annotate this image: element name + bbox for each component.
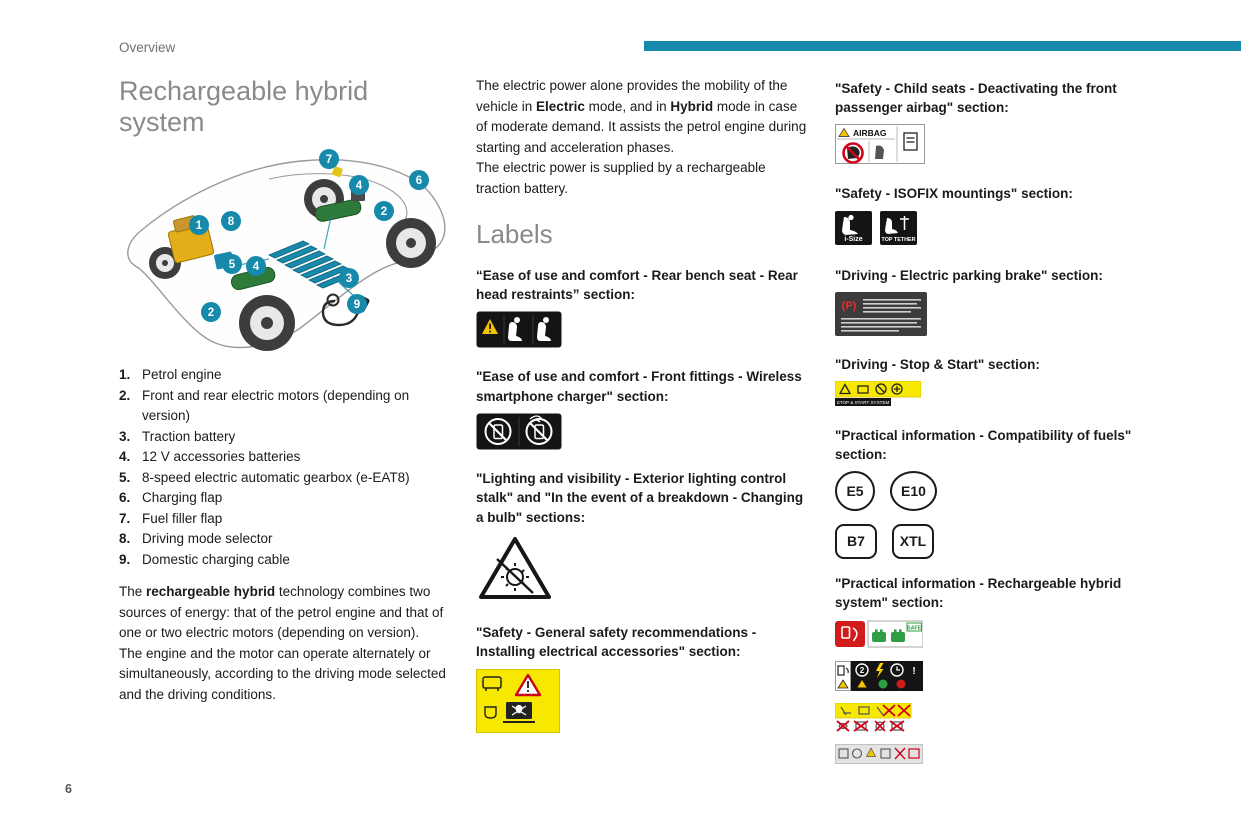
- mid-paragraph-2: The electric power is supplied by a rechargeable traction battery.: [476, 160, 766, 196]
- section-heading: "Driving - Stop & Start" section:: [835, 357, 1040, 373]
- charging-safe-label-icon: [835, 619, 923, 649]
- parking-p-symbol: (P): [841, 299, 857, 312]
- charging-steps-label-icon: [835, 658, 923, 694]
- accent-bar: [644, 41, 1241, 51]
- section-heading: “Ease of use and comfort - Rear bench seat - Rear head restraints” section:: [476, 267, 798, 302]
- left-paragraph-1: The rechargeable hybrid technology combines two sources of energy: that of the petrol engine and that of one or two electric motors (depending on version).: [119, 584, 444, 641]
- list-item: 5. 8-speed electric automatic gearbox (e-EAT8): [119, 469, 410, 485]
- left-paragraph-2: The engine and the motor can operate alternately or simultaneously, according to the driving mode selected and the driving conditions.: [119, 645, 446, 702]
- middle-column: [476, 76, 810, 752]
- list-item: 1. Petrol engine: [119, 367, 222, 383]
- green-status-dot: [879, 680, 888, 689]
- misc-warnings-strip-icon: [835, 744, 923, 764]
- callout-8: 8: [227, 215, 235, 228]
- wheel-rear-near: [239, 295, 295, 351]
- airbag-label-icon: [835, 124, 1167, 171]
- section-heading: "Practical information - Rechargeable hybrid system" section:: [835, 576, 1122, 611]
- isofix-icons: [835, 210, 1167, 253]
- fuel-badge-b7: B7: [835, 524, 877, 559]
- section-heading: "Safety - General safety recommendations - Installing electrical accessories" section:: [476, 625, 757, 660]
- fuel-badge-xtl: XTL: [892, 524, 934, 559]
- label-section-electrical-accessories: [476, 623, 810, 739]
- section-heading: "Safety - ISOFIX mountings" section:: [835, 185, 1073, 201]
- top-tether-icon: [880, 211, 917, 245]
- label-section-rear-bench: [476, 266, 810, 355]
- svg-text:i-Size: i-Size: [844, 235, 863, 243]
- wheel-front-near: [386, 218, 436, 268]
- callout-3: 3: [345, 272, 353, 285]
- list-item: 7. Fuel filler flap: [119, 510, 223, 526]
- child-seat-glyph: [875, 146, 884, 160]
- section-heading: "Driving - Electric parking brake" section:: [835, 267, 1103, 283]
- label-section-wireless-charger: [476, 367, 810, 456]
- list-item: 6. Charging flap: [119, 490, 223, 506]
- airbag-text: AIRBAG: [853, 128, 887, 139]
- list-item: 9. Domestic charging cable: [119, 551, 290, 567]
- list-item: 8. Driving mode selector: [119, 531, 273, 547]
- callout-2b: 2: [207, 306, 215, 319]
- list-item: 2. Front and rear electric motors (depending on version): [119, 387, 410, 424]
- callout-2a: 2: [380, 205, 388, 218]
- rear-seat-label-icon: [476, 311, 810, 355]
- fuel-badge-e5: E5: [835, 471, 875, 511]
- parts-list: [119, 365, 457, 570]
- label-section-lighting-bulb: [476, 469, 810, 610]
- bulb-warning-triangle-icon: [476, 534, 810, 611]
- label-section-stop-start: [835, 355, 1167, 413]
- label-section-airbag: [835, 79, 1167, 171]
- page-header-label: Overview: [119, 40, 176, 55]
- section-heading: "Practical information - Compatibility of fuels" section:: [835, 427, 1132, 462]
- wireless-charger-label-icon: [476, 413, 810, 457]
- prohibited-actions-label-icon: [835, 703, 923, 735]
- callout-4a: 4: [355, 179, 363, 192]
- stop-start-text: STOP & START SYSTEM: [836, 400, 890, 406]
- label-section-hybrid-system: [835, 574, 1167, 764]
- section-heading: "Lighting and visibility - Exterior lighting control stalk" and "In the event of a breakdown - Changing a bulb" sections:: [476, 471, 804, 525]
- fuel-badges: [835, 471, 1167, 559]
- i-size-icon: [835, 211, 872, 245]
- stop-start-label-icon: [835, 381, 1167, 413]
- exclamation-glyph: !: [912, 666, 916, 678]
- step-2-glyph: 2: [859, 666, 865, 676]
- laptop-skull-icon: [503, 702, 535, 722]
- section-heading: "Safety - Child seats - Deactivating the front passenger airbag" section:: [835, 81, 1117, 116]
- labels-section-title: Labels: [476, 219, 553, 250]
- svg-text:TOP TETHER: TOP TETHER: [881, 236, 916, 243]
- callout-5: 5: [228, 258, 236, 271]
- callout-9: 9: [353, 298, 361, 311]
- callout-4b: 4: [252, 260, 260, 273]
- hybrid-diagram-figure: [119, 147, 457, 362]
- red-status-dot: [897, 680, 906, 689]
- safe-text: SAFE: [907, 625, 922, 632]
- callout-7: 7: [325, 153, 333, 166]
- hybrid-system-diagram: [119, 147, 459, 355]
- label-section-parking-brake: [835, 266, 1167, 343]
- hybrid-system-labels: [835, 619, 1167, 764]
- page-number: 6: [65, 782, 72, 796]
- parking-brake-label-icon: [835, 292, 1167, 343]
- label-section-isofix: [835, 184, 1167, 253]
- list-item: 4. 12 V accessories batteries: [119, 449, 301, 465]
- label-section-fuel-compatibility: [835, 426, 1167, 559]
- list-item: 3. Traction battery: [119, 428, 236, 444]
- section-heading: "Ease of use and comfort - Front fittings - Wireless smartphone charger" section:: [476, 369, 802, 404]
- right-column: [835, 79, 1167, 774]
- page-title: Rechargeable hybrid system: [119, 76, 369, 138]
- mid-paragraph-1: The electric power alone provides the mobility of the vehicle in Electric mode, and in Hybrid mode in case of moderate demand. It assists the petrol engine during starting and acceleration phases.: [476, 78, 807, 155]
- fuel-badge-e10: E10: [890, 471, 937, 511]
- left-column: [119, 76, 457, 705]
- callout-1: 1: [195, 219, 203, 232]
- electrical-accessories-label-icon: [476, 669, 810, 740]
- callout-6: 6: [415, 174, 423, 187]
